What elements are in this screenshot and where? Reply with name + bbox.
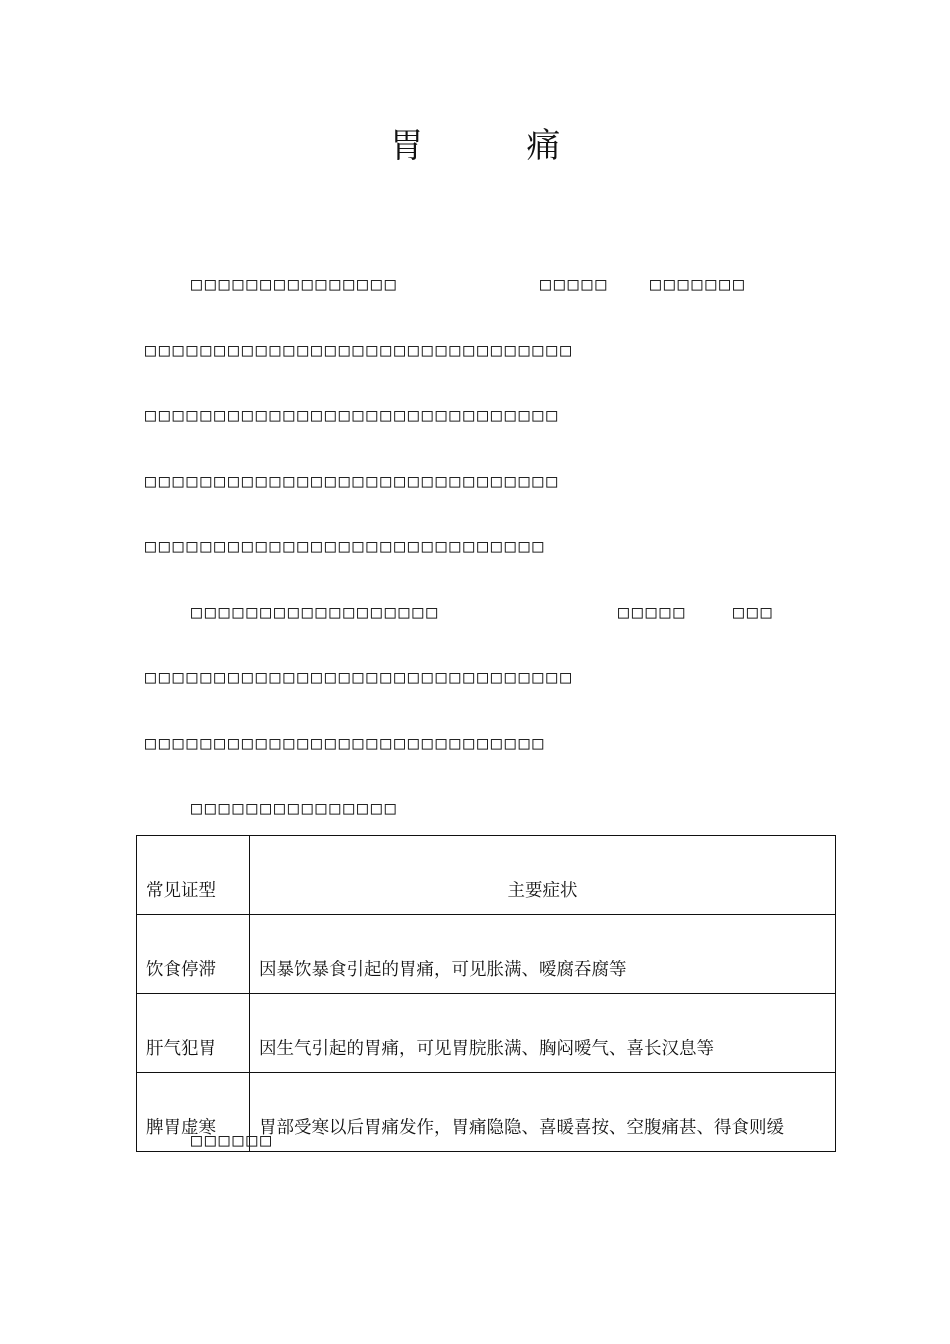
table-row <box>137 915 836 994</box>
paragraph-line: □□□□□ <box>618 602 688 623</box>
table-cell: 肝气犯胃 <box>137 994 250 1073</box>
paragraph-line: □□□□□□□□□□□□□□□□□□ <box>191 602 441 623</box>
paragraph-line: □□□□□□□□□□□□□□□□□□□□□□□□□□□□□ <box>145 536 547 557</box>
paragraph-line: □□□□□□□□□□□□□□□□□□□□□□□□□□□□□□□ <box>145 340 574 361</box>
table-cell: 因生气引起的胃痛，可见胃脘胀满、胸闷嗳气、喜长汉息等 <box>250 994 836 1073</box>
table-row <box>137 994 836 1073</box>
table-header-cell: 常见证型 <box>137 836 250 915</box>
paragraph-line: □□□□□□□□□□□□□□□ <box>191 274 399 295</box>
table-header-row <box>137 836 836 915</box>
table-cell: 胃部受寒以后胃痛发作，胃痛隐隐、喜暖喜按、空腹痛甚、得食则缓 <box>250 1073 836 1152</box>
paragraph-line: □□□□□□□ <box>650 274 747 295</box>
table-header-cell: 主要症状 <box>250 836 836 915</box>
paragraph-line: □□□□□□□□□□□□□□□□□□□□□□□□□□□□□□□ <box>145 667 574 688</box>
table-cell: 饮食停滞 <box>137 915 250 994</box>
paragraph-line: □□□□□□□□□□□□□□□□□□□□□□□□□□□□□□ <box>145 471 561 492</box>
table-cell: 脾胃虚寒 <box>137 1073 250 1152</box>
table-caption: □□□□□□□□□□□□□□□ <box>191 798 399 819</box>
paragraph-line: □□□□□□□□□□□□□□□□□□□□□□□□□□□□□□ <box>145 405 561 426</box>
paragraph-line: □□□ <box>733 602 775 623</box>
table-cell: 因暴饮暴食引起的胃痛，可见胀满、嗳腐吞腐等 <box>250 915 836 994</box>
paragraph-line: □□□□□ <box>540 274 610 295</box>
page-title: 胃 痛 <box>389 126 607 166</box>
symptom-table <box>136 835 836 1152</box>
paragraph-line: □□□□□□□□□□□□□□□□□□□□□□□□□□□□□ <box>145 733 547 754</box>
paragraph-line: □□□□□□ <box>191 1130 275 1151</box>
